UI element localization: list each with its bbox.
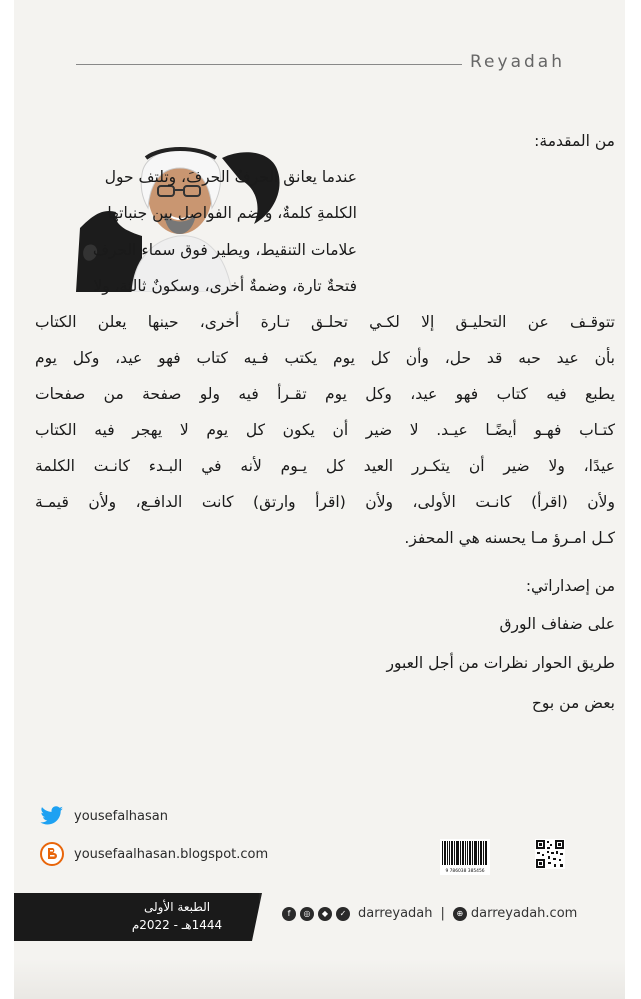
intro-line: علامات التنقيط، ويطير فوق سماء الحرف: [92, 241, 357, 259]
intro-line: ولأن (اقرأ) كانـت الأولى، ولأن (اقرأ وارتق) كانت الدافـع، ولأن قيمـة: [35, 493, 615, 511]
isbn-barcode: [440, 839, 490, 875]
intro-line: يطبع فيه كتاب فهو عيد، وكل يوم تقـرأ فيه ولو صفحة من صفحات: [35, 385, 615, 403]
edition-label: الطبعة الأولى: [143, 900, 211, 914]
intro-line: بأن عيد حبه قد حل، وأن كل يوم يكتب فـيه كتاب فهو عيد، وكل يوم: [35, 349, 615, 367]
header-rule: [76, 64, 462, 65]
twitter-icon: [40, 806, 64, 826]
intro-line: فتحةٌ تارة، وضمةٌ أخرى، وسكونٌ ثالثة، ولا: [93, 277, 357, 295]
intro-line: الكلمةِ كلمةٌ، وتضم الفواصل بين جنباتها: [107, 204, 357, 222]
contact-separator: |: [440, 906, 445, 921]
intro-line: كـل امـرؤ مـا يحسنه هي المحفز.: [404, 529, 615, 547]
blog-row[interactable]: [40, 842, 268, 866]
publication-item: بعض من بوح: [531, 694, 615, 712]
edition-info: [112, 898, 242, 934]
facebook-icon: f: [282, 907, 296, 921]
intro-line: تتوقـف عن التحليـق إلا لكـي تحلـق تـارة أخرى، حينها يعلن الكتاب: [35, 313, 615, 331]
blog-url: yousefaalhasan.blogspot.com: [74, 846, 269, 862]
publication-item: على ضفاف الورق: [499, 615, 615, 633]
instagram-icon: ◎: [300, 907, 314, 921]
edition-date: 1444هـ - 2022م: [131, 918, 223, 932]
publisher-contact[interactable]: [282, 906, 577, 921]
qr-code[interactable]: [535, 839, 565, 869]
globe-icon: ⊕: [453, 907, 467, 921]
isbn-number: 9 786038 385456: [445, 869, 485, 874]
publisher-website: darreyadah.com: [470, 906, 578, 921]
twitter-row[interactable]: [40, 806, 168, 826]
publisher-brand: Reyadah: [470, 52, 565, 72]
publications-heading: من إصداراتي:: [525, 577, 615, 595]
twitter-icon: ✓: [336, 907, 350, 921]
twitter-handle: yousefalhasan: [74, 808, 168, 824]
snapchat-icon: ◆: [318, 907, 332, 921]
book-back-cover: [14, 0, 625, 999]
intro-heading: من المقدمة:: [534, 132, 615, 150]
blogger-icon: [40, 842, 64, 866]
intro-line: عندما يعانق الحرفُ الحرفَ، وتلتف حول: [104, 168, 357, 186]
publisher-handle: darreyadah: [358, 906, 433, 921]
intro-line: عيدًا، ولا ضير أن يتكـرر العيد كل يـوم لأنه في البـدء كانـت الكلمة: [35, 457, 615, 475]
intro-line: كتـاب فهـو أيضًـا عيـد. لا ضير أن يكون كل يوم لا يهجر فيه الكتاب: [35, 421, 615, 439]
publication-item: طريق الحوار نظرات من أجل العبور: [386, 654, 615, 672]
